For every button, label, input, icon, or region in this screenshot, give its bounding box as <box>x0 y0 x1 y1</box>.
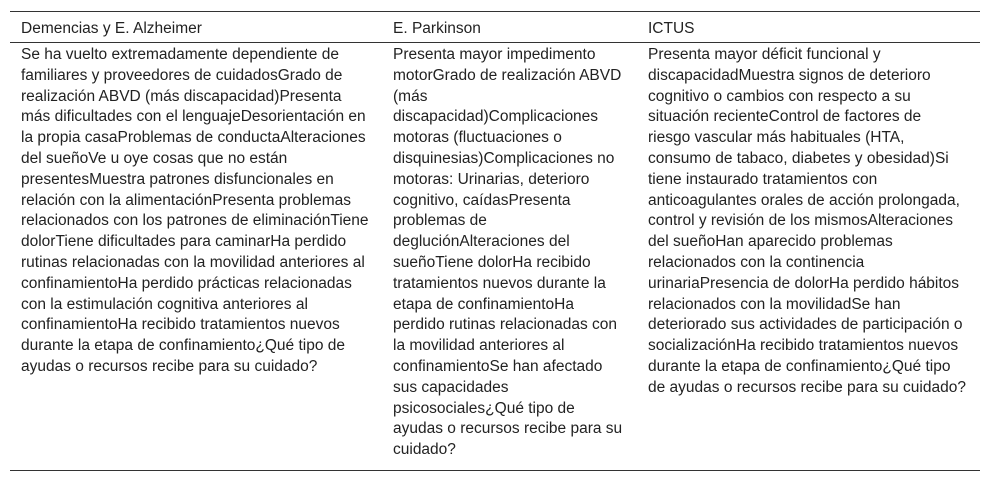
cell-dementia-alzheimer: Se ha vuelto extremadamente dependiente de familiares y proveedores de cuidadosGrado de realización ABVD (más discapacidad)Presenta más dificultades con el lenguajeDesorientación en la propia casaProblemas de conductaAlteraciones del sueñoVe u oye cosas que no están presentesMuestra patrones disfuncionales en relación con la alimentaciónPresenta problemas relacionados con los patrones de eliminaciónTiene dolorTiene dificultades para caminarHa perdido rutinas relacionadas con la movilidad anteriores al confinamientoHa perdido prácticas relacionadas con la estimulación cognitiva anteriores al confinamientoHa recibido tratamientos nuevos durante la etapa de confinamiento¿Qué tipo de ayudas o recursos recibe para su cuidado? <box>21 46 369 375</box>
cell-stroke: Presenta mayor déficit funcional y discapacidadMuestra signos de deterioro cognitivo o cambios con respecto a su situación recienteControl de factores de riesgo vascular más habituales (HTA, consumo de tabaco, diabetes y obesidad)Si tiene instaurado tratamientos con anticoagulantes orales de acción prolongada, control y revisión de los mismosAlteraciones del sueñoHan aparecido problemas relacionados con la continencia urinariaPresencia de dolorHa perdido hábitos relacionados con la movilidadSe han deteriorado sus actividades de participación o socializaciónHa recibido tratamientos nuevos durante la etapa de confinamiento¿Qué tipo de ayudas o recursos recibe para su cuidado? <box>648 46 966 396</box>
header-parkinson: E. Parkinson <box>393 20 481 37</box>
header-dementia-alzheimer: Demencias y E. Alzheimer <box>21 20 202 37</box>
comparison-table <box>10 11 980 471</box>
header-divider <box>10 42 980 43</box>
header-stroke: ICTUS <box>648 20 695 37</box>
cell-parkinson: Presenta mayor impedimento motorGrado de realización ABVD (más discapacidad)Complicaciones motoras (fluctuaciones o disquinesias)Complicaciones no motoras: Urinarias, deterioro cognitivo, caídasPresenta problemas de degluciónAlteraciones del sueñoTiene dolorHa recibido tratamientos nuevos durante la etapa de confinamientoHa perdido rutinas relacionadas con la movilidad anteriores al confinamientoSe han afectado sus capacidades psicosociales¿Qué tipo de ayudas o recursos recibe para su cuidado? <box>393 46 623 459</box>
